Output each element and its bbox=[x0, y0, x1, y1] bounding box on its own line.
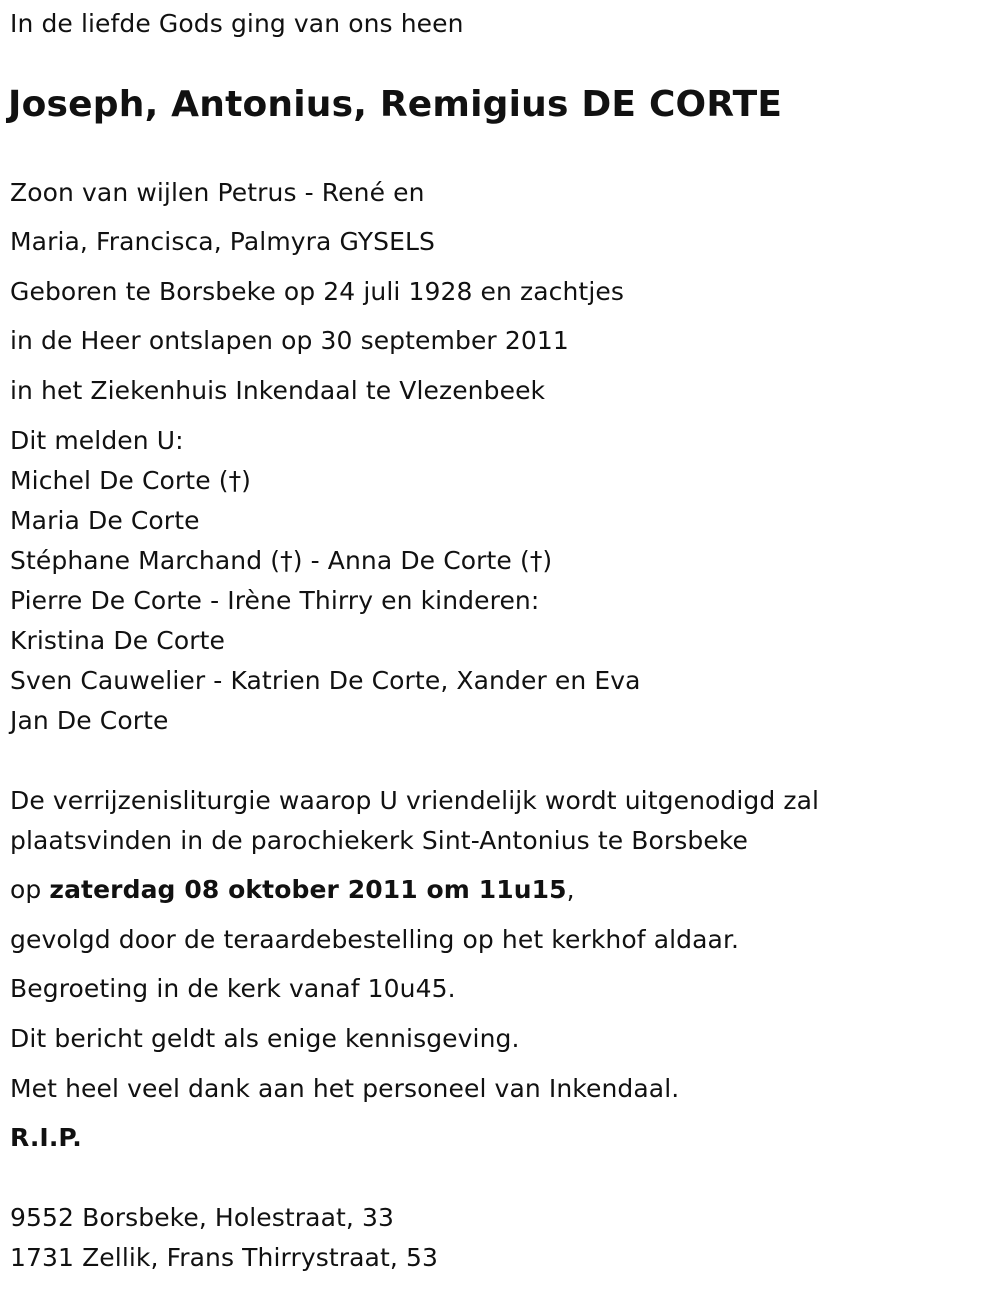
rip-text: R.I.P. bbox=[10, 1123, 82, 1152]
ceremony-date-line bbox=[10, 874, 575, 906]
ceremony-date-prefix: op bbox=[10, 875, 50, 904]
bio-line-2: Maria, Francisca, Palmyra GYSELS bbox=[10, 227, 435, 256]
family-intro: Dit melden U: bbox=[10, 426, 184, 455]
family-member: Maria De Corte bbox=[10, 506, 200, 535]
family-member: Stéphane Marchand (†) - Anna De Corte (†) bbox=[10, 546, 553, 575]
family-member: Pierre De Corte - Irène Thirry en kinderen: bbox=[10, 586, 540, 615]
ceremony-line-2: plaatsvinden in de parochiekerk Sint-Antonius te Borsbeke bbox=[10, 826, 749, 855]
ceremony-line-5: Begroeting in de kerk vanaf 10u45. bbox=[10, 974, 456, 1003]
family-member: Kristina De Corte bbox=[10, 626, 225, 655]
intro-line: In de liefde Gods ging van ons heen bbox=[10, 9, 464, 38]
address-line-1: 9552 Borsbeke, Holestraat, 33 bbox=[10, 1203, 395, 1232]
bio-line-4: in de Heer ontslapen op 30 september 2011 bbox=[10, 326, 569, 355]
ceremony-line-4: gevolgd door de teraardebestelling op het kerkhof aldaar. bbox=[10, 925, 740, 954]
family-member: Jan De Corte bbox=[10, 706, 169, 735]
family-member: Michel De Corte (†) bbox=[10, 466, 252, 495]
ceremony-date-suffix: , bbox=[566, 875, 575, 904]
ceremony-date: zaterdag 08 oktober 2011 om 11u15 bbox=[49, 875, 567, 904]
bio-line-1: Zoon van wijlen Petrus - René en bbox=[10, 178, 425, 207]
family-member: Sven Cauwelier - Katrien De Corte, Xander en Eva bbox=[10, 666, 641, 695]
ceremony-line-6: Dit bericht geldt als enige kennisgeving. bbox=[10, 1024, 520, 1053]
bio-line-5: in het Ziekenhuis Inkendaal te Vlezenbeek bbox=[10, 376, 546, 405]
ceremony-line-1: De verrijzenisliturgie waarop U vriendelijk wordt uitgenodigd zal bbox=[10, 786, 820, 815]
address-line-2: 1731 Zellik, Frans Thirrystraat, 53 bbox=[10, 1243, 438, 1272]
ceremony-line-7: Met heel veel dank aan het personeel van Inkendaal. bbox=[10, 1074, 680, 1103]
deceased-name: Joseph, Antonius, Remigius DE CORTE bbox=[8, 84, 783, 125]
bio-line-3: Geboren te Borsbeke op 24 juli 1928 en zachtjes bbox=[10, 277, 624, 306]
